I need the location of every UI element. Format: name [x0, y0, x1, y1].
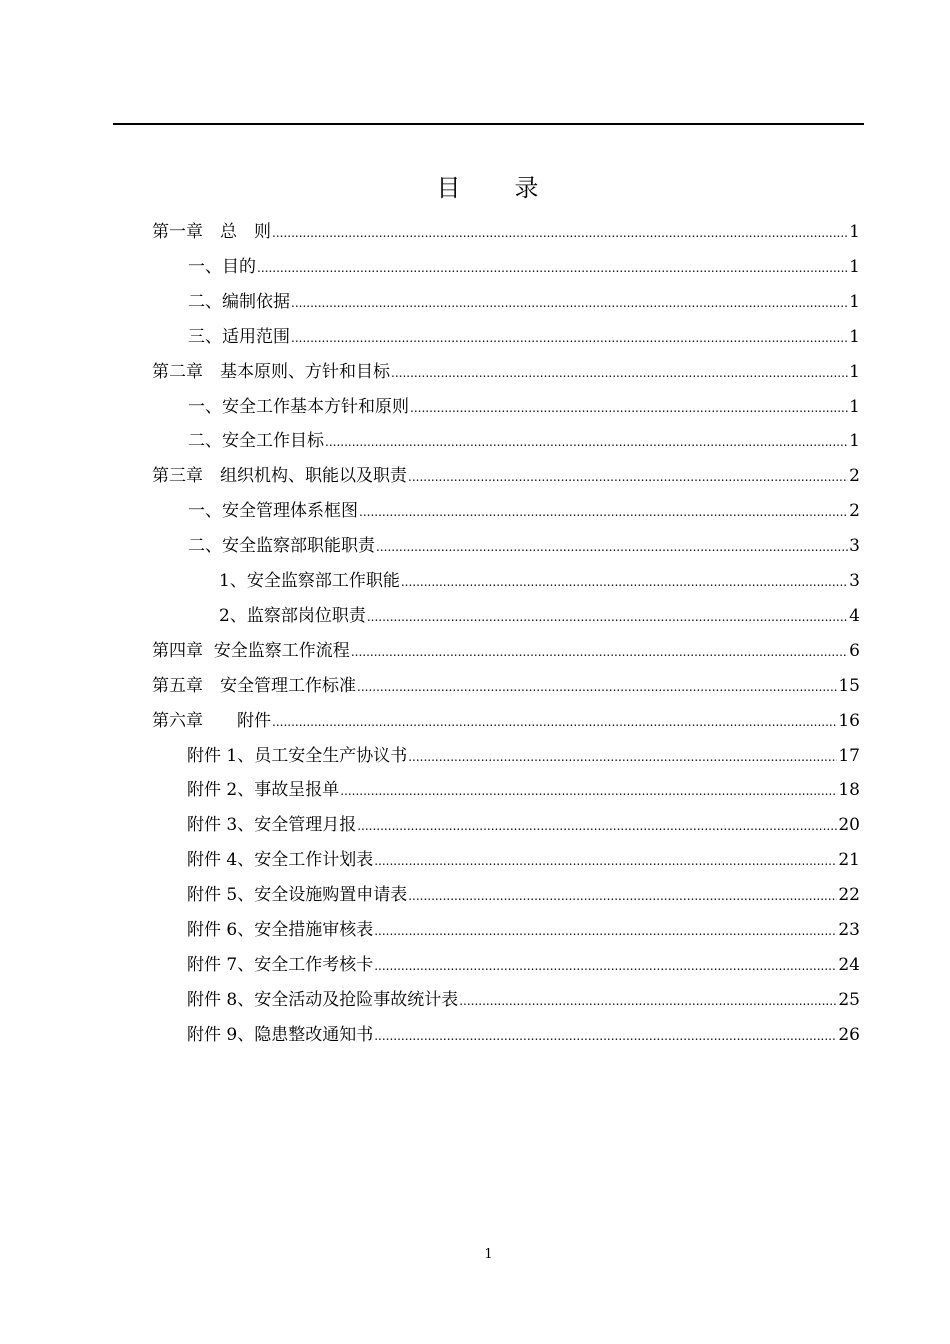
page-number: 1: [484, 1247, 493, 1262]
toc-entry-label: 二、编制依据: [188, 291, 290, 312]
toc-entry-label: 一、安全工作基本方针和原则: [188, 396, 409, 417]
toc-entry-label: 附件 3、安全管理月报: [187, 815, 357, 836]
toc-dot-leader: [257, 251, 848, 286]
toc-dot-leader: [376, 530, 848, 565]
toc-entry-page: 23: [838, 920, 860, 940]
toc-entry-page: 3: [849, 571, 860, 591]
toc-entry[interactable]: [152, 634, 860, 669]
toc-entry[interactable]: [187, 773, 860, 808]
toc-entry[interactable]: [152, 704, 860, 739]
toc-dot-leader: [408, 460, 848, 495]
toc-dot-leader: [374, 844, 837, 879]
toc-dot-leader: [291, 321, 848, 356]
toc-entry-label: 一、安全管理体系框图: [188, 501, 358, 522]
toc-entry[interactable]: [188, 494, 860, 529]
toc-entry-label: 一、目的: [188, 256, 256, 277]
toc-entry[interactable]: [187, 1018, 860, 1053]
toc-entry[interactable]: [187, 808, 860, 843]
toc-dot-leader: [272, 705, 837, 740]
toc-entry-page: 1: [849, 291, 860, 312]
toc-entry[interactable]: [187, 983, 860, 1018]
toc-entry-page: 24: [838, 954, 860, 975]
toc-dot-leader: [340, 774, 837, 809]
toc-entry-page: 20: [838, 815, 860, 836]
toc-entry-label: 三、适用范围: [188, 326, 290, 347]
toc-dot-leader: [351, 635, 848, 670]
toc-dot-leader: [374, 949, 837, 984]
toc-entry[interactable]: [188, 285, 860, 320]
toc-dot-leader: [401, 565, 848, 600]
toc-entry-label: 附件 5、安全设施购置申请表: [187, 885, 408, 906]
toc-entry-label: 1、安全监察部工作职能: [219, 571, 400, 591]
toc-entry-label: 第五章 安全管理工作标准: [152, 675, 356, 696]
toc-dot-leader: [374, 1019, 837, 1054]
toc-entry-label: 第六章 附件: [152, 710, 271, 731]
toc-entry[interactable]: [187, 843, 860, 878]
toc-dot-leader: [410, 391, 848, 426]
toc-entry-label: 附件 4、安全工作计划表: [187, 850, 374, 871]
toc-entry-page: 1: [849, 222, 860, 242]
header-rule: [113, 123, 864, 125]
toc-entry-label: 附件 1、员工安全生产协议书: [187, 745, 408, 766]
toc-dot-leader: [391, 356, 848, 391]
toc-entry-label: 第二章 基本原则、方针和目标: [152, 361, 390, 382]
toc-entry-page: 16: [838, 710, 860, 731]
toc-entry[interactable]: [152, 355, 860, 390]
toc-entry-page: 26: [838, 1024, 860, 1045]
toc-entry-page: 3: [849, 536, 860, 557]
toc-entry[interactable]: [152, 215, 860, 250]
toc-entry-label: 附件 9、隐患整改通知书: [187, 1024, 374, 1045]
toc-entry-page: 17: [838, 745, 860, 766]
toc-entry[interactable]: [188, 320, 860, 355]
toc-dot-leader: [408, 740, 837, 775]
toc-entry-label: 二、安全工作目标: [188, 431, 324, 452]
toc-entry-page: 25: [838, 989, 860, 1010]
toc-entry[interactable]: [187, 948, 860, 983]
toc-entry-page: 1: [849, 431, 860, 452]
toc-dot-leader: [291, 286, 848, 321]
toc-dot-leader: [408, 879, 837, 914]
toc-entry-label: 2、监察部岗位职责: [219, 605, 366, 626]
toc-entry[interactable]: [188, 424, 860, 459]
toc-entry-page: 2: [849, 466, 860, 487]
toc-dot-leader: [359, 495, 848, 530]
toc-entry-page: 4: [849, 605, 860, 626]
toc-entry-page: 1: [849, 326, 860, 347]
toc-entry[interactable]: [187, 913, 860, 948]
toc-entry[interactable]: [188, 529, 860, 564]
toc-entry[interactable]: [188, 390, 860, 425]
toc-entry-label: 二、安全监察部职能职责: [188, 536, 375, 557]
toc-entry-page: 18: [838, 780, 860, 801]
toc-entry-page: 1: [849, 256, 860, 277]
toc-entry[interactable]: [152, 669, 860, 704]
toc-entry[interactable]: [219, 599, 860, 634]
toc-entry-label: 第一章 总 则: [152, 222, 271, 242]
toc-title: 目 录: [436, 174, 541, 202]
toc-entry-page: 1: [849, 361, 860, 382]
toc-entry-page: 21: [838, 850, 860, 871]
toc-entry[interactable]: [219, 564, 860, 599]
toc-dot-leader: [357, 809, 837, 844]
toc-entry-label: 附件 7、安全工作考核卡: [187, 954, 374, 975]
toc-entry-label: 附件 6、安全措施审核表: [187, 920, 374, 940]
toc-dot-leader: [325, 425, 848, 460]
toc-entry-page: 2: [849, 501, 860, 522]
toc-entry-page: 1: [849, 396, 860, 417]
toc-entry-label: 附件 8、安全活动及抢险事故统计表: [187, 989, 459, 1010]
toc-entry[interactable]: [187, 878, 860, 913]
toc-dot-leader: [459, 984, 837, 1019]
toc-dot-leader: [374, 914, 837, 949]
toc-entry-page: 22: [838, 885, 860, 906]
toc-entry-page: 15: [838, 675, 860, 696]
toc-dot-leader: [357, 670, 837, 705]
toc-entry[interactable]: [152, 459, 860, 494]
toc-dot-leader: [272, 216, 848, 251]
toc-entry-label: 第三章 组织机构、职能以及职责: [152, 466, 407, 487]
toc-entry[interactable]: [188, 250, 860, 285]
toc-dot-leader: [367, 600, 848, 635]
toc-entry-page: 6: [849, 640, 860, 661]
toc-entry-label: 第四章 安全监察工作流程: [152, 640, 350, 661]
toc-entry[interactable]: [187, 739, 860, 774]
toc-entry-label: 附件 2、事故呈报单: [187, 780, 340, 801]
